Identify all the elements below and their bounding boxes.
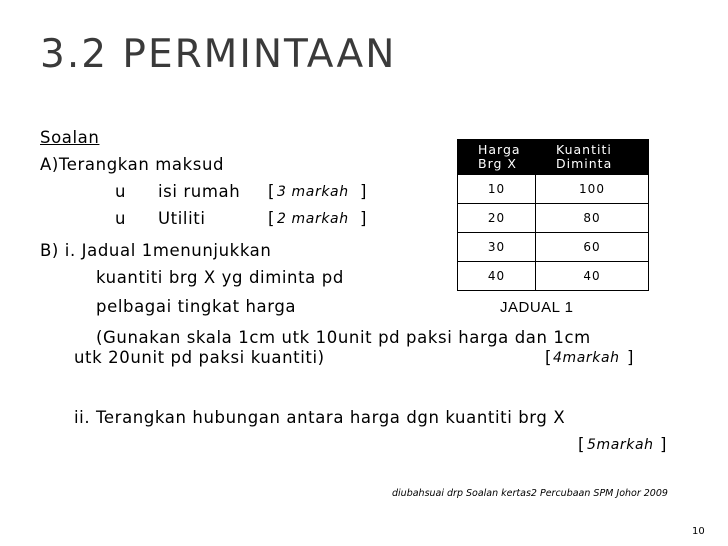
marks-label: 4markah <box>553 350 620 366</box>
marks-bracket-open: [ <box>268 209 276 228</box>
quantity-cell: 40 <box>536 262 649 291</box>
question-a-heading: A)Terangkan maksud <box>40 155 225 174</box>
section-label: Soalan <box>40 128 100 147</box>
table-row <box>458 175 649 204</box>
marks-bracket-close: ] <box>360 182 368 201</box>
question-ii-text: ii. Terangkan hubungan antara harga dgn kuantiti brg X <box>74 408 566 427</box>
price-cell: 20 <box>458 204 536 233</box>
marks-bracket-close: ] <box>627 348 635 367</box>
table-row <box>458 262 649 291</box>
question-b-line: kuantiti brg X yg diminta pd <box>96 268 344 287</box>
term-label: isi rumah <box>158 182 241 201</box>
question-b-line: (Gunakan skala 1cm utk 10unit pd paksi harga dan 1cm <box>96 328 591 347</box>
table-row <box>458 233 649 262</box>
table-caption: JADUAL 1 <box>500 299 574 316</box>
question-b-line: B) i. Jadual 1menunjukkan <box>40 241 272 260</box>
marks-bracket-open: [ <box>545 348 553 367</box>
price-quantity-table <box>457 139 649 291</box>
marks-label: 5markah <box>587 437 654 453</box>
source-note: diubahsuai drp Soalan kertas2 Percubaan SPM Johor 2009 <box>392 488 668 499</box>
question-b-line: utk 20unit pd paksi kuantiti) <box>74 348 325 367</box>
marks-bracket-open: [ <box>268 182 276 201</box>
marks-label: 2 markah <box>277 211 349 227</box>
bullet-icon: u <box>115 182 127 201</box>
price-cell: 10 <box>458 175 536 204</box>
quantity-cell: 60 <box>536 233 649 262</box>
page-title: 3.2 PERMINTAAN <box>40 32 397 77</box>
question-b-line: pelbagai tingkat harga <box>96 297 297 316</box>
bullet-icon: u <box>115 209 127 228</box>
table-header-row <box>458 140 649 175</box>
price-cell: 30 <box>458 233 536 262</box>
marks-bracket-close: ] <box>660 435 668 454</box>
quantity-cell: 80 <box>536 204 649 233</box>
column-header-quantity: Kuantiti Diminta <box>536 140 649 175</box>
price-cell: 40 <box>458 262 536 291</box>
column-header-price: Harga Brg X <box>458 140 536 175</box>
table-row <box>458 204 649 233</box>
page-number: 10 <box>692 526 705 537</box>
marks-bracket-close: ] <box>360 209 368 228</box>
quantity-cell: 100 <box>536 175 649 204</box>
marks-label: 3 markah <box>277 184 349 200</box>
marks-bracket-open: [ <box>578 435 586 454</box>
term-label: Utiliti <box>158 209 206 228</box>
